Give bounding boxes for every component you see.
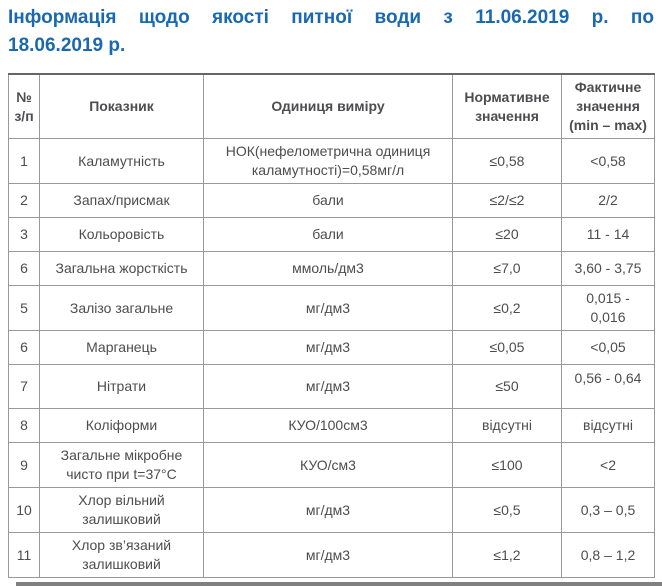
cell-indicator: Каламутність bbox=[40, 139, 204, 184]
cell-norm-value: ≤0,2 bbox=[453, 286, 562, 331]
cell-norm-value: ≤100 bbox=[453, 443, 562, 488]
cell-indicator: Марганець bbox=[40, 331, 204, 365]
table-body bbox=[9, 139, 655, 578]
cell-row-number: 8 bbox=[9, 409, 40, 443]
cell-fact-value: 0,56 - 0,64 bbox=[562, 365, 655, 409]
cell-row-number: 7 bbox=[9, 365, 40, 409]
cell-fact-value: 0,015 - 0,016 bbox=[562, 286, 655, 331]
cell-row-number: 6 bbox=[9, 252, 40, 286]
table-header-row bbox=[9, 74, 655, 139]
cell-unit: мг/дм3 bbox=[204, 488, 453, 533]
cell-row-number: 11 bbox=[9, 533, 40, 578]
cell-norm-value: ≤0,58 bbox=[453, 139, 562, 184]
col-header-norm: Нормативне значення bbox=[453, 74, 562, 139]
bottom-divider bbox=[16, 582, 662, 586]
cell-fact-value: 11 - 14 bbox=[562, 218, 655, 252]
cell-norm-value: ≤1,2 bbox=[453, 533, 562, 578]
cell-unit: КУО/100см3 bbox=[204, 409, 453, 443]
cell-indicator: Хлор вільний залишковий bbox=[40, 488, 204, 533]
cell-unit: КУО/см3 bbox=[204, 443, 453, 488]
table-row bbox=[9, 533, 655, 578]
table-row bbox=[9, 184, 655, 218]
cell-unit: бали bbox=[204, 218, 453, 252]
cell-row-number: 3 bbox=[9, 218, 40, 252]
table-row bbox=[9, 252, 655, 286]
cell-row-number: 2 bbox=[9, 184, 40, 218]
cell-indicator: Кольоровість bbox=[40, 218, 204, 252]
cell-fact-value: 3,60 - 3,75 bbox=[562, 252, 655, 286]
cell-unit: мг/дм3 bbox=[204, 331, 453, 365]
cell-fact-value: 2/2 bbox=[562, 184, 655, 218]
table-header bbox=[9, 74, 655, 139]
cell-unit: мг/дм3 bbox=[204, 533, 453, 578]
cell-fact-value: <0,58 bbox=[562, 139, 655, 184]
page-title-line1: Інформація щодо якості питної води з 11.06.2019 р. по bbox=[8, 7, 654, 28]
table-row bbox=[9, 218, 655, 252]
cell-norm-value: ≤7,0 bbox=[453, 252, 562, 286]
cell-indicator: Залізо загальне bbox=[40, 286, 204, 331]
cell-norm-value: відсутні bbox=[453, 409, 562, 443]
table-row bbox=[9, 488, 655, 533]
cell-row-number: 5 bbox=[9, 286, 40, 331]
col-header-indicator: Показник bbox=[40, 74, 204, 139]
water-quality-table bbox=[8, 73, 655, 578]
cell-fact-value: <2 bbox=[562, 443, 655, 488]
cell-row-number: 6 bbox=[9, 331, 40, 365]
cell-unit: мг/дм3 bbox=[204, 365, 453, 409]
cell-indicator: Запах/присмак bbox=[40, 184, 204, 218]
page-title-line2: 18.06.2019 р. bbox=[8, 35, 126, 56]
cell-indicator: Хлор зв’язаний залишковий bbox=[40, 533, 204, 578]
cell-indicator: Нітрати bbox=[40, 365, 204, 409]
cell-indicator: Загальна жорсткість bbox=[40, 252, 204, 286]
cell-row-number: 1 bbox=[9, 139, 40, 184]
cell-norm-value: ≤2/≤2 bbox=[453, 184, 562, 218]
cell-indicator: Коліформи bbox=[40, 409, 204, 443]
cell-norm-value: ≤20 bbox=[453, 218, 562, 252]
table-row bbox=[9, 286, 655, 331]
cell-norm-value: ≤0,05 bbox=[453, 331, 562, 365]
table-row bbox=[9, 331, 655, 365]
col-header-unit: Одиниця виміру bbox=[204, 74, 453, 139]
cell-row-number: 10 bbox=[9, 488, 40, 533]
col-header-fact: Фактичне значення (min – max) bbox=[562, 74, 655, 139]
table-row bbox=[9, 139, 655, 184]
cell-indicator: Загальне мікробне чисто при t=37°C bbox=[40, 443, 204, 488]
cell-fact-value: 0,3 – 0,5 bbox=[562, 488, 655, 533]
cell-unit: ммоль/дм3 bbox=[204, 252, 453, 286]
cell-row-number: 9 bbox=[9, 443, 40, 488]
table-row bbox=[9, 365, 655, 409]
cell-fact-value: <0,05 bbox=[562, 331, 655, 365]
table-row bbox=[9, 443, 655, 488]
cell-unit: мг/дм3 bbox=[204, 286, 453, 331]
cell-fact-value: відсутні bbox=[562, 409, 655, 443]
col-header-number: № з/п bbox=[9, 74, 40, 139]
cell-fact-value: 0,8 – 1,2 bbox=[562, 533, 655, 578]
page-title bbox=[8, 4, 654, 60]
cell-unit: НОК(нефелометрична одиниця каламутності)=0,58мг/л bbox=[204, 139, 453, 184]
cell-norm-value: ≤50 bbox=[453, 365, 562, 409]
table-row bbox=[9, 409, 655, 443]
cell-unit: бали bbox=[204, 184, 453, 218]
cell-norm-value: ≤0,5 bbox=[453, 488, 562, 533]
